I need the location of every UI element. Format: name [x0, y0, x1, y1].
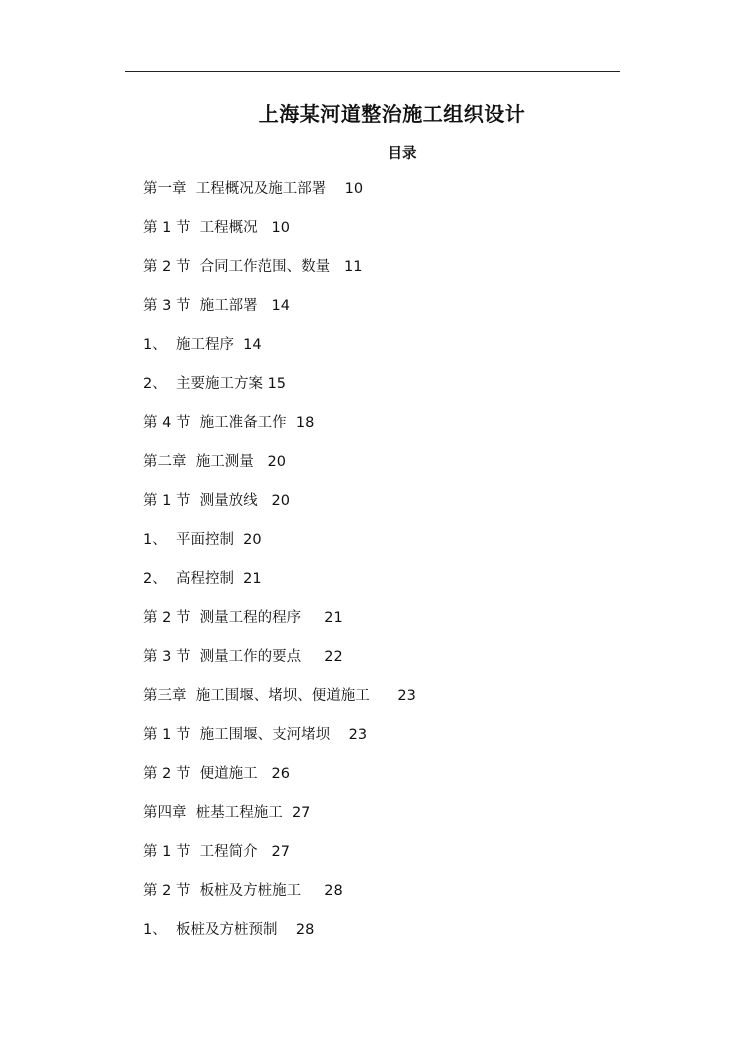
toc-entry-page: 23 [348, 727, 368, 743]
toc-entry[interactable] [143, 880, 416, 919]
toc-entry-page: 20 [267, 454, 286, 470]
toc-entry-label: 第 2 节 便道施工 [143, 766, 258, 782]
toc-entry-gap [370, 688, 398, 704]
toc-entry-page: 14 [271, 298, 290, 314]
toc-entry-gap [301, 883, 324, 899]
toc-entry[interactable] [143, 295, 416, 334]
toc-entry-gap [283, 805, 292, 821]
toc-entry-page: 28 [295, 922, 315, 938]
toc-entry[interactable] [143, 178, 416, 217]
toc-entry-gap [234, 571, 243, 587]
toc-entry-page: 21 [243, 571, 262, 587]
toc-entry-gap [258, 298, 272, 314]
toc-entry[interactable] [143, 490, 416, 529]
toc-entry[interactable] [143, 529, 416, 568]
toc-entry-label: 第一章 工程概况及施工部署 [143, 181, 327, 197]
toc-entry[interactable] [143, 724, 416, 763]
toc-entry[interactable] [143, 802, 416, 841]
toc-entry-label: 第 1 节 工程概况 [143, 220, 258, 236]
toc-entry-gap [301, 649, 324, 665]
toc-entry-page: 11 [344, 259, 363, 275]
toc-entry-label: 1、 施工程序 [143, 337, 234, 353]
toc-entry[interactable] [143, 373, 416, 412]
toc-entry-page: 15 [267, 376, 287, 392]
toc-entry-gap [277, 922, 295, 938]
toc-entry[interactable] [143, 646, 416, 685]
toc-entry-page: 10 [271, 220, 290, 236]
header-rule [125, 71, 620, 72]
document-title: 上海某河道整治施工组织设计 [258, 102, 526, 126]
toc-entry[interactable] [143, 919, 416, 958]
toc-entry-gap [326, 181, 344, 197]
toc-entry-page: 26 [271, 766, 290, 782]
toc-entry[interactable] [143, 841, 416, 880]
toc-entry-page: 27 [291, 805, 311, 821]
toc-entry-label: 第三章 施工围堰、堵坝、便道施工 [143, 688, 370, 704]
toc-entry-label: 第 3 节 测量工作的要点 [143, 649, 302, 665]
toc-entry-page: 22 [324, 649, 343, 665]
toc-entry[interactable] [143, 568, 416, 607]
toc-entry-label: 第 2 节 测量工程的程序 [143, 610, 302, 626]
toc-entry-label: 2、 高程控制 [143, 571, 234, 587]
toc-entry-label: 第 4 节 施工准备工作 [143, 415, 287, 431]
toc-entry-page: 21 [324, 610, 343, 626]
toc-entry-gap [258, 844, 272, 860]
toc-entry-label: 1、 板桩及方桩预制 [143, 922, 278, 938]
toc-entry-label: 第四章 桩基工程施工 [143, 805, 283, 821]
toc-entry[interactable] [143, 685, 416, 724]
toc-entry-page: 18 [295, 415, 315, 431]
toc-entry-label: 第 1 节 工程简介 [143, 844, 258, 860]
toc-entry-page: 28 [324, 883, 343, 899]
toc-entry-label: 第 2 节 板桩及方桩施工 [143, 883, 302, 899]
toc-entry-label: 第二章 施工测量 [143, 454, 254, 470]
toc-entry-gap [287, 415, 296, 431]
toc-entry-label: 第 1 节 测量放线 [143, 493, 258, 509]
toc-entry-gap [258, 766, 272, 782]
toc-entry[interactable] [143, 607, 416, 646]
toc-entry[interactable] [143, 256, 416, 295]
toc-entry[interactable] [143, 334, 416, 373]
toc-entry-page: 14 [243, 337, 262, 353]
toc-entry[interactable] [143, 217, 416, 256]
toc-entry-page: 20 [243, 532, 262, 548]
toc-entry-gap [258, 220, 272, 236]
toc-entry-gap [258, 493, 272, 509]
toc-entry-page: 27 [271, 844, 290, 860]
toc-entry-page: 23 [397, 688, 416, 704]
toc-entry-gap [330, 259, 344, 275]
toc-entry-label: 第 2 节 合同工作范围、数量 [143, 259, 331, 275]
toc-entry-page: 10 [344, 181, 364, 197]
toc-entry[interactable] [143, 763, 416, 802]
toc-entry-label: 2、 主要施工方案 [143, 376, 263, 392]
toc-entry-label: 第 3 节 施工部署 [143, 298, 258, 314]
toc-entry-label: 1、 平面控制 [143, 532, 234, 548]
toc-entry-gap [330, 727, 348, 743]
toc-entry-gap [254, 454, 268, 470]
table-of-contents [143, 178, 416, 958]
toc-entry-page: 20 [271, 493, 290, 509]
toc-entry[interactable] [143, 451, 416, 490]
toc-heading: 目录 [387, 146, 417, 162]
toc-entry-gap [301, 610, 324, 626]
toc-entry[interactable] [143, 412, 416, 451]
toc-entry-gap [234, 337, 243, 353]
toc-entry-label: 第 1 节 施工围堰、支河堵坝 [143, 727, 331, 743]
toc-entry-gap [234, 532, 243, 548]
